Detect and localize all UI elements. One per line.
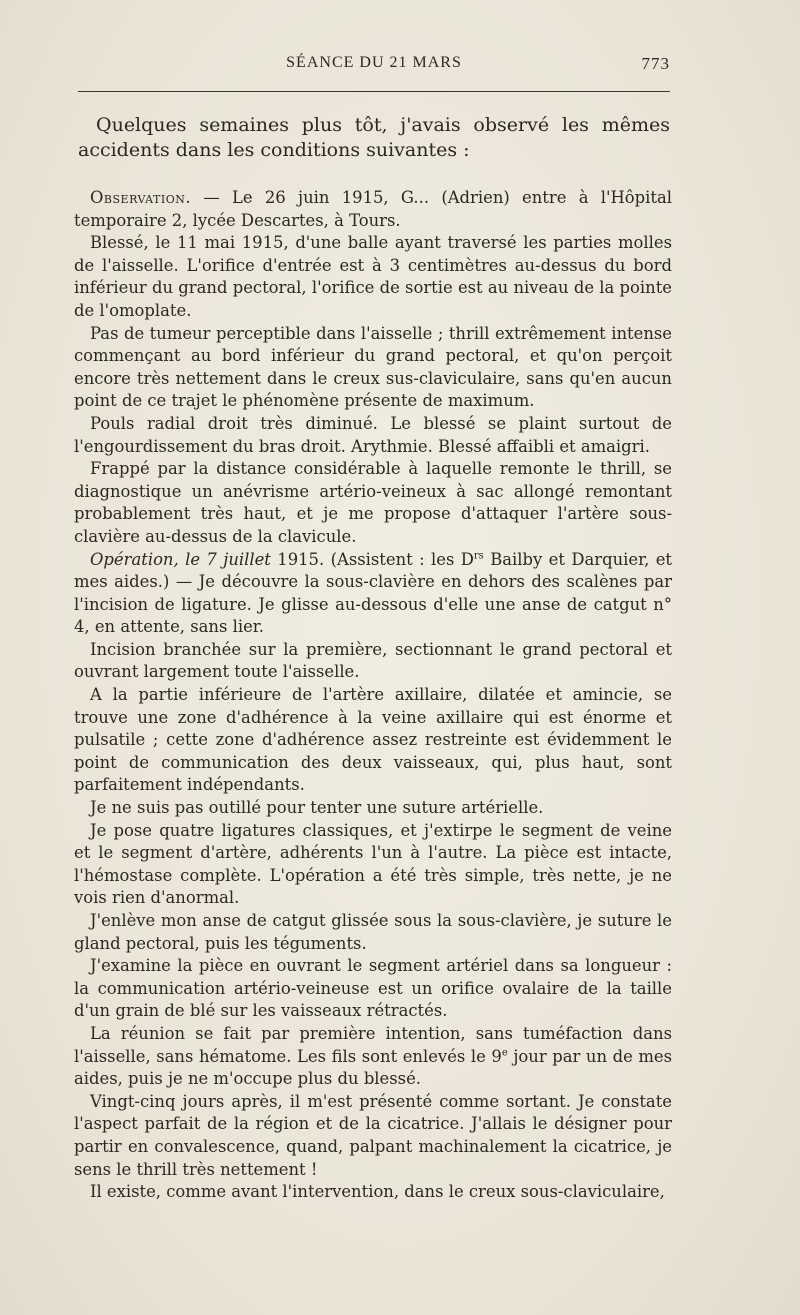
intro-section [78,113,670,163]
paragraph: A la partie inférieure de l'artère axillaire, dilatée et amincie, se trouve une zone d'adhérence à la veine axillaire qui est énorme et pulsatile ; cette zone d'adhérence assez restreinte est évidemment le point de communication des deux vaisseaux, qui, plus haut, sont parfaitement indépendants. [74,685,672,795]
paragraph: Il existe, comme avant l'intervention, dans le creux sous-claviculaire, [90,1182,665,1202]
paragraph: Je ne suis pas outillé pour tenter une suture artérielle. [90,798,544,818]
paragraph-text: 1915. (Assistent : les D [270,549,474,569]
paragraph: Je pose quatre ligatures classiques, et j'extirpe le segment de veine et le segment d'artère, adhérents l'un à l'autre. La pièce est intacte, l'hémostase complète. L'opération a été très simple, très nette, je ne vois rien d'anormal. [74,820,672,908]
page-number: 773 [641,54,670,73]
header-rule [78,91,670,92]
intro-paragraph: Quelques semaines plus tôt, j'avais observé les mêmes accidents dans les conditions suivantes : [78,114,670,161]
paragraph: Pas de tumeur perceptible dans l'aisselle ; thrill extrêmement intense commençant au bord inférieur du grand pectoral, et qu'on perçoit encore très nettement dans le creux sus-claviculaire, sans qu'en aucun point de ce trajet le phénomène présente de maximum. [74,323,672,411]
operation-paragraph [74,549,672,639]
paragraph: Frappé par la distance considérable à laquelle remonte le thrill, se diagnostique un anévrisme artério-veineux à sac allongé remontant probablement très haut, et je me propose d'attaquer l'artère sous-clavière au-dessus de la clavicule. [74,459,672,546]
superscript: e [501,1047,508,1059]
operation-date: Opération, le 7 juillet [90,549,271,569]
observation-text: — Le 26 juin 1915, G... (Adrien) entre à l'Hôpital temporaire 2, lycée Descartes, à Tours. [74,188,672,230]
paragraph-text: La réunion se fait par première intention, sans tuméfaction dans l'aisselle, sans hématome. Les fils sont enlevés le 9 [74,1023,672,1066]
paragraph: Blessé, le 11 mai 1915, d'une balle ayant traversé les parties molles de l'aisselle. L'orifice d'entrée est à 3 centimètres au-dessus du bord inférieur du grand pectoral, l'orifice de sortie est au niveau de la pointe de l'omoplate. [74,233,672,320]
paragraph [74,1023,672,1091]
observation-section [74,187,672,1204]
paragraph: Incision branchée sur la première, sectionnant le grand pectoral et ouvrant largement toute l'aisselle. [74,639,672,682]
paragraph-text: jour par un de mes aides, puis je ne m'occupe plus du blessé. [74,1046,673,1089]
observation-label: Observation. [90,188,192,207]
observation-heading-paragraph [74,187,672,232]
page-header [78,50,670,80]
paragraph: Vingt-cinq jours après, il m'est présenté comme sortant. Je constate l'aspect parfait de la région et de la cicatrice. J'allais le désigner pour partir en convalescence, quand, palpant machinalement la cicatrice, je sens le thrill très nettement ! [74,1091,672,1179]
paragraph: J'enlève mon anse de catgut glissée sous la sous-clavière, je suture le gland pectoral, puis les téguments. [74,911,672,953]
superscript: rs [473,550,484,562]
paragraph-text: Bailby et Darquier, et mes aides.) — Je découvre la sous-clavière en dehors des scalènes par l'incision de ligature. Je glisse au-dessous d'elle une anse de catgut n° 4, en attente, sans lier. [74,549,672,637]
paragraph: Pouls radial droit très diminué. Le blessé se plaint surtout de l'engourdissement du bras droit. Arythmie. Blessé affaibli et amaigri. [74,413,672,456]
running-title: SÉANCE DU 21 MARS [286,54,462,71]
paragraph: J'examine la pièce en ouvrant le segment artériel dans sa longueur : la communication artério-veineuse est un orifice ovalaire de la taille d'un grain de blé sur les vaisseaux rétractés. [74,956,672,1021]
